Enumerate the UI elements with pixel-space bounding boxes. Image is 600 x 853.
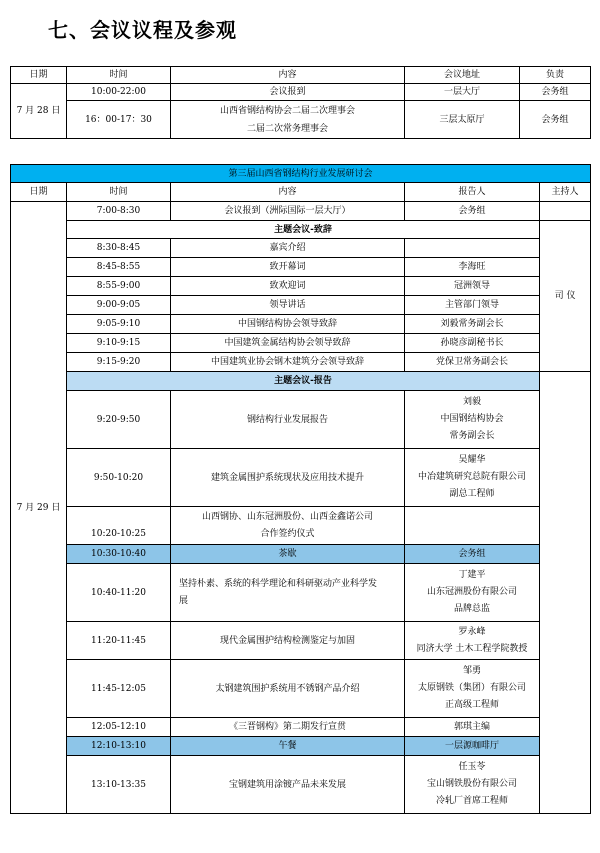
time-cell: 12:10-13:10 [67, 737, 171, 756]
time-cell: 8:45-8:55 [67, 258, 171, 277]
table-row [11, 296, 591, 315]
content-cell: 山西省钢结构协会二届二次理事会 二届二次常务理事会 [171, 101, 405, 139]
header-time: 时间 [67, 183, 171, 202]
reporter-cell: 刘毅 中国钢结构协会 常务副会长 [405, 391, 540, 449]
reporter-cell: 党保卫常务副会长 [405, 353, 540, 372]
host-cell-empty [540, 372, 591, 814]
content-cell: 宝钢建筑用涂镀产品未来发展 [171, 756, 405, 814]
reporter-cell: 罗永峰 同济大学 土木工程学院教授 [405, 622, 540, 660]
header-owner: 负责 [520, 67, 591, 84]
table-row [11, 718, 591, 737]
time-cell: 9:50-10:20 [67, 449, 171, 507]
reporter-cell: 孙晓彦副秘书长 [405, 334, 540, 353]
content-cell: 致欢迎词 [171, 277, 405, 296]
content-cell: 太钢建筑围护系统用不锈钢产品介绍 [171, 660, 405, 718]
section-row [11, 221, 591, 239]
table-row [11, 334, 591, 353]
banner-row [11, 165, 591, 183]
table-row [11, 622, 591, 660]
lunch-row [11, 737, 591, 756]
reporter-cell: 丁建平 山东冠洲股份有限公司 品牌总监 [405, 564, 540, 622]
host-cell [540, 202, 591, 221]
time-cell: 9:20-9:50 [67, 391, 171, 449]
content-cell: 钢结构行业发展报告 [171, 391, 405, 449]
content-cell: 山西钢协、山东冠洲股份、山西金鑫诺公司 合作签约仪式 [171, 507, 405, 545]
reporter-cell: 一层源咖啡厅 [405, 737, 540, 756]
time-cell: 10:40-11:20 [67, 564, 171, 622]
content-cell: 坚持朴素、系统的科学理论和科研驱动产业科学发 展 [171, 564, 405, 622]
reporter-cell [405, 239, 540, 258]
time-cell: 9:05-9:10 [67, 315, 171, 334]
reporter-cell: 会务组 [405, 202, 540, 221]
content-cell: 建筑金属围护系统现状及应用技术提升 [171, 449, 405, 507]
table-row [11, 202, 591, 221]
table-row [11, 239, 591, 258]
table-row [11, 258, 591, 277]
content-cell: 中国钢结构协会领导致辞 [171, 315, 405, 334]
schedule-table-day1 [10, 66, 591, 139]
time-cell: 8:30-8:45 [67, 239, 171, 258]
location-cell: 一层大厅 [405, 84, 520, 101]
content-cell: 《三晋钢构》第二期发行宣贯 [171, 718, 405, 737]
reporter-cell: 冠洲领导 [405, 277, 540, 296]
time-cell: 16：00-17：30 [67, 101, 171, 139]
content-cell: 茶歇 [171, 545, 405, 564]
time-cell: 10:30-10:40 [67, 545, 171, 564]
section-heading: 主题会议-报告 [67, 372, 540, 391]
table-header-row [11, 183, 591, 202]
time-cell: 12:05-12:10 [67, 718, 171, 737]
content-cell: 中国建筑业协会钢木建筑分会领导致辞 [171, 353, 405, 372]
time-cell: 9:15-9:20 [67, 353, 171, 372]
table-row [11, 101, 591, 139]
schedule-table-day2 [10, 164, 591, 814]
table-row [11, 564, 591, 622]
time-cell: 9:10-9:15 [67, 334, 171, 353]
section-title: 七、会议议程及参观 [48, 18, 237, 42]
reporter-cell [405, 507, 540, 545]
reporter-cell: 吴耀华 中冶建筑研究总院有限公司 副总工程师 [405, 449, 540, 507]
content-cell: 午餐 [171, 737, 405, 756]
reporter-cell: 任玉苓 宝山钢铁股份有限公司 冷轧厂首席工程师 [405, 756, 540, 814]
location-cell: 三层太原厅 [405, 101, 520, 139]
table-row [11, 315, 591, 334]
reporter-cell: 主管部门领导 [405, 296, 540, 315]
content-cell: 嘉宾介绍 [171, 239, 405, 258]
table-row [11, 507, 591, 545]
host-cell: 司 仪 [540, 221, 591, 372]
time-cell: 11:20-11:45 [67, 622, 171, 660]
reporter-cell: 郭琪主编 [405, 718, 540, 737]
time-cell: 10:00-22:00 [67, 84, 171, 101]
tea-break-row [11, 545, 591, 564]
header-date: 日期 [11, 183, 67, 202]
table-header-row [11, 67, 591, 84]
header-content: 内容 [171, 183, 405, 202]
header-reporter: 报告人 [405, 183, 540, 202]
time-cell: 8:55-9:00 [67, 277, 171, 296]
header-date: 日期 [11, 67, 67, 84]
content-cell: 现代金属围护结构检测鉴定与加固 [171, 622, 405, 660]
time-cell: 10:20-10:25 [67, 507, 171, 545]
table-row [11, 353, 591, 372]
table-row [11, 756, 591, 814]
content-cell: 中国建筑金属结构协会领导致辞 [171, 334, 405, 353]
date-cell: 7 月 29 日 [11, 202, 67, 814]
table-row [11, 84, 591, 101]
header-content: 内容 [171, 67, 405, 84]
conference-banner: 第三届山西省钢结构行业发展研讨会 [11, 165, 591, 183]
reporter-cell: 会务组 [405, 545, 540, 564]
content-cell: 领导讲话 [171, 296, 405, 315]
reporter-cell: 李海旺 [405, 258, 540, 277]
header-time: 时间 [67, 67, 171, 84]
header-location: 会议地址 [405, 67, 520, 84]
reporter-cell: 邹勇 太原钢铁（集团）有限公司 正高级工程师 [405, 660, 540, 718]
content-cell: 会议报到（洲际国际一层大厅） [171, 202, 405, 221]
section-heading: 主题会议-致辞 [67, 221, 540, 239]
owner-cell: 会务组 [520, 101, 591, 139]
reporter-cell: 刘毅常务副会长 [405, 315, 540, 334]
time-cell: 13:10-13:35 [67, 756, 171, 814]
header-host: 主持人 [540, 183, 591, 202]
time-cell: 7:00-8:30 [67, 202, 171, 221]
content-cell: 致开幕词 [171, 258, 405, 277]
time-cell: 9:00-9:05 [67, 296, 171, 315]
content-cell: 会议报到 [171, 84, 405, 101]
table-row [11, 391, 591, 449]
table-row [11, 660, 591, 718]
date-cell: 7 月 28 日 [11, 84, 67, 139]
table-row [11, 277, 591, 296]
table-row [11, 449, 591, 507]
owner-cell: 会务组 [520, 84, 591, 101]
section-row [11, 372, 591, 391]
time-cell: 11:45-12:05 [67, 660, 171, 718]
